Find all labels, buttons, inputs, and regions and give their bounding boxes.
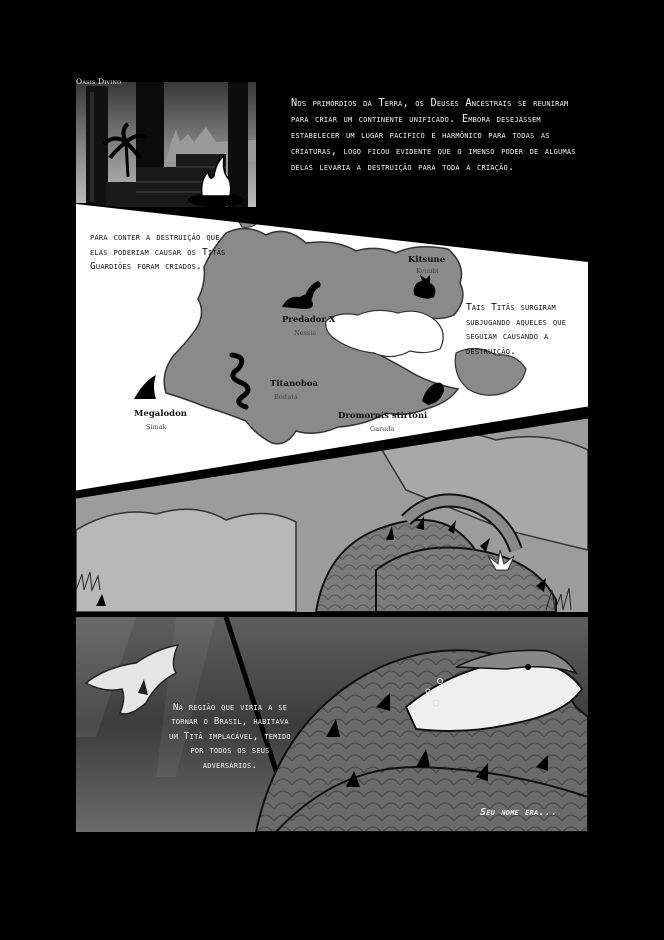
map-label-kitsune: Kitsune (408, 255, 446, 265)
serpent-battle-illustration (76, 410, 588, 612)
caption-brasil: Na região que viria a se tornar o Brasil, habitava um Titã implacável, temido por todos os seus adversários. (169, 702, 291, 771)
map-sub-megalodon: Simak (146, 423, 167, 431)
map-caption-left: para conter a destruição que elas poderiam causar os Titãs Guardiões foram criados. (90, 232, 226, 273)
panel-underwater (76, 617, 588, 832)
panel-oasis-divino (76, 72, 256, 207)
map-caption-right: Tais Titãs surgiram subjugando aqueles que seguiam causando a destruição. (466, 302, 567, 358)
map-sub-titanoboa: Boitatá (274, 393, 298, 401)
map-label-titanoboa: Titanoboa (270, 379, 318, 389)
map-sub-kitsune: Kyuubi (416, 267, 439, 275)
map-sub-predador-x: Nessie (294, 329, 317, 337)
map-label-megalodon: Megalodon (134, 409, 187, 419)
temple-ruins-illustration (76, 72, 256, 207)
narration-intro: Nos primórdios da Terra, os Deuses Ancestrais se reuniram para criar um continente unificado. Embora desejassem estabelecer um lugar pacífico e harmônico para todas as criaturas, logo ficou evidente que o imenso poder de algumas delas levaria a destruição para toda a criação. (291, 97, 576, 173)
location-label: Oásis Divino (76, 77, 122, 86)
underwater-illustration (76, 617, 588, 832)
caption-seu-nome-era: Seu nome era... (480, 807, 558, 818)
map-label-dromornis: Dromornis stirtoni (338, 411, 428, 421)
map-sub-dromornis: Garuda (370, 425, 395, 433)
panel-serpent-battle (76, 410, 588, 612)
map-label-predador-x: Predador X (282, 315, 336, 325)
